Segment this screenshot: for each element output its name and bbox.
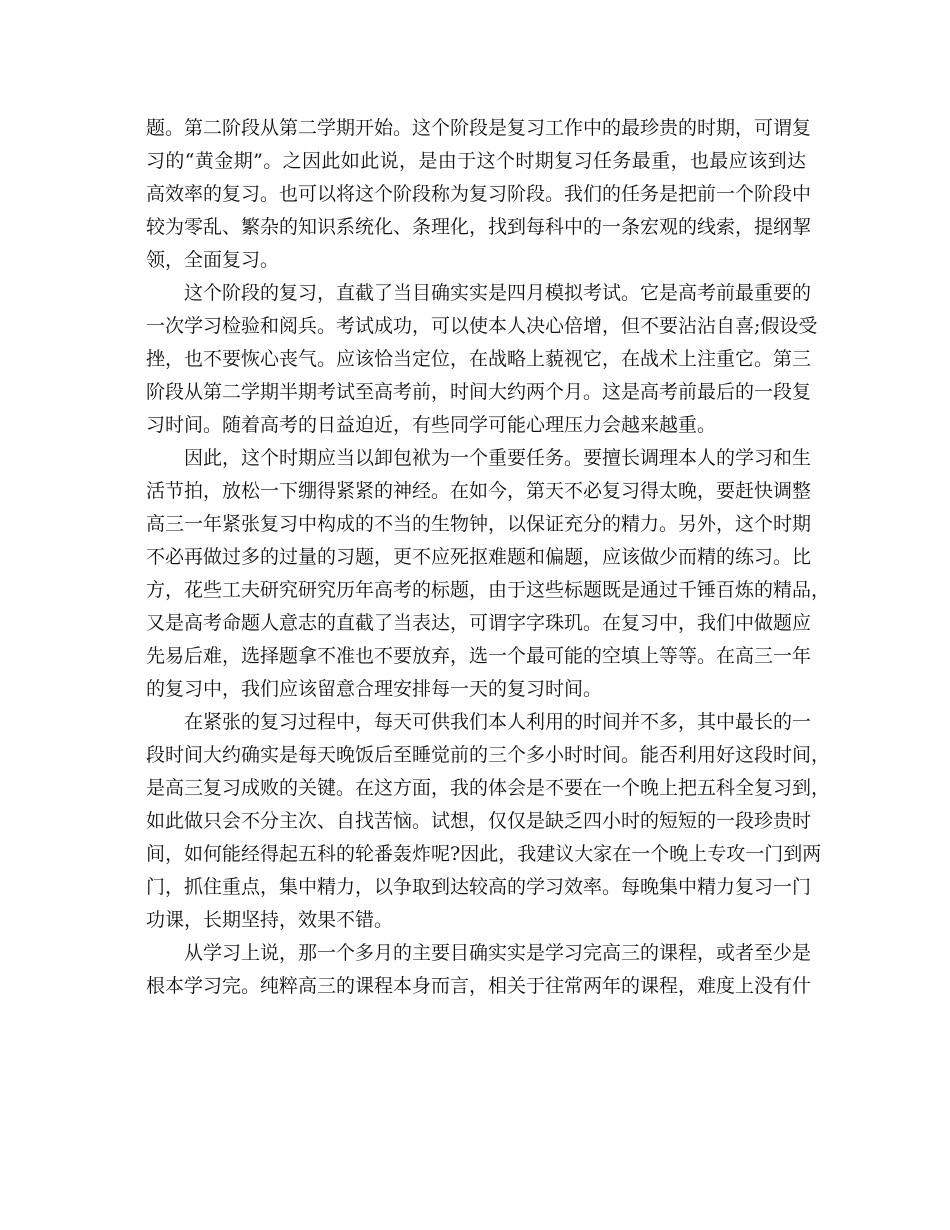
text-line: 这个阶段的复习，直截了当目确实实是四月模拟考试。它是高考前最重要的	[184, 282, 812, 304]
text-line: 较为零乱、繁杂的知识系统化、条理化，找到每科中的一条宏观的线索，提纲挈	[146, 216, 812, 238]
text-line: 在紧张的复习过程中，每天可供我们本人利用的时间并不多，其中最长的一	[184, 711, 812, 733]
paragraph	[146, 706, 831, 937]
text-line: 高三一年紧张复习中构成的不当的生物钟，以保证充分的精力。另外，这个时期	[146, 513, 812, 535]
text-line: 方，花些工夫研究研究历年高考的标题，由于这些标题既是通过千锤百炼的精品，	[146, 579, 831, 601]
text-line: 如此做只会不分主次、自找苦恼。试想，仅仅是缺乏四小时的短短的一段珍贵时	[146, 810, 812, 832]
text-line: 领，全面复习。	[146, 249, 280, 271]
text-line: 间，如何能经得起五科的轮番轰炸呢?因此，我建议大家在一个晚上专攻一门到两	[146, 843, 822, 865]
text-line: 挫，也不要恢心丧气。应该恰当定位，在战略上藐视它，在战术上注重它。第三	[146, 348, 812, 370]
text-line: 高效率的复习。也可以将这个阶段称为复习阶段。我们的任务是把前一个阶段中	[146, 183, 812, 205]
text-line: 从学习上说，那一个多月的主要目确实实是学习完高三的课程，或者至少是	[184, 942, 812, 964]
text-line: 又是高考命题人意志的直截了当表达，可谓字字珠玑。在复习中，我们中做题应	[146, 612, 812, 634]
text-line: 先易后难，选择题拿不准也不要放弃，选一个最可能的空填上等等。在高三一年	[146, 645, 812, 667]
text-line: 根本学习完。纯粹高三的课程本身而言，相关于往常两年的课程，难度上没有什	[146, 975, 812, 997]
text-line: 活节拍，放松一下绷得紧紧的神经。在如今，第天不必复习得太晚，要赶快调整	[146, 480, 812, 502]
text-line: 不必再做过多的过量的习题，更不应死抠难题和偏题，应该做少而精的练习。比	[146, 546, 812, 568]
text-line: 因此，这个时期应当以卸包袱为一个重要任务。要擅长调理本人的学习和生	[184, 447, 812, 469]
paragraph	[146, 442, 831, 706]
text-line: 是高三复习成败的关键。在这方面，我的体会是不要在一个晚上把五科全复习到，	[146, 777, 831, 799]
paragraph	[146, 277, 818, 442]
text-line: 的复习中，我们应该留意合理安排每一天的复习时间。	[146, 678, 603, 700]
text-line: 习时间。随着高考的日益迫近，有些同学可能心理压力会越来越重。	[146, 414, 717, 436]
text-line: 题。第二阶段从第二学期开始。这个阶段是复习工作中的最珍贵的时期，可谓复	[146, 117, 812, 139]
document-body	[146, 112, 831, 1003]
paragraph	[146, 112, 812, 277]
text-line: 功课，长期坚持，效果不错。	[146, 909, 394, 931]
text-line: 门，抓住重点，集中精力，以争取到达较高的学习效率。每晚集中精力复习一门	[146, 876, 812, 898]
text-line: 一次学习检验和阅兵。考试成功，可以使本人决心倍增，但不要沾沾自喜;假设受	[146, 315, 818, 337]
text-line: 习的“黄金期”。之因此如此说，是由于这个时期复习任务最重，也最应该到达	[146, 150, 806, 172]
text-line: 段时间大约确实是每天晚饭后至睡觉前的三个多小时时间。能否利用好这段时间，	[146, 744, 831, 766]
paragraph	[146, 937, 812, 1003]
text-line: 阶段从第二学期半期考试至高考前，时间大约两个月。这是高考前最后的一段复	[146, 381, 812, 403]
